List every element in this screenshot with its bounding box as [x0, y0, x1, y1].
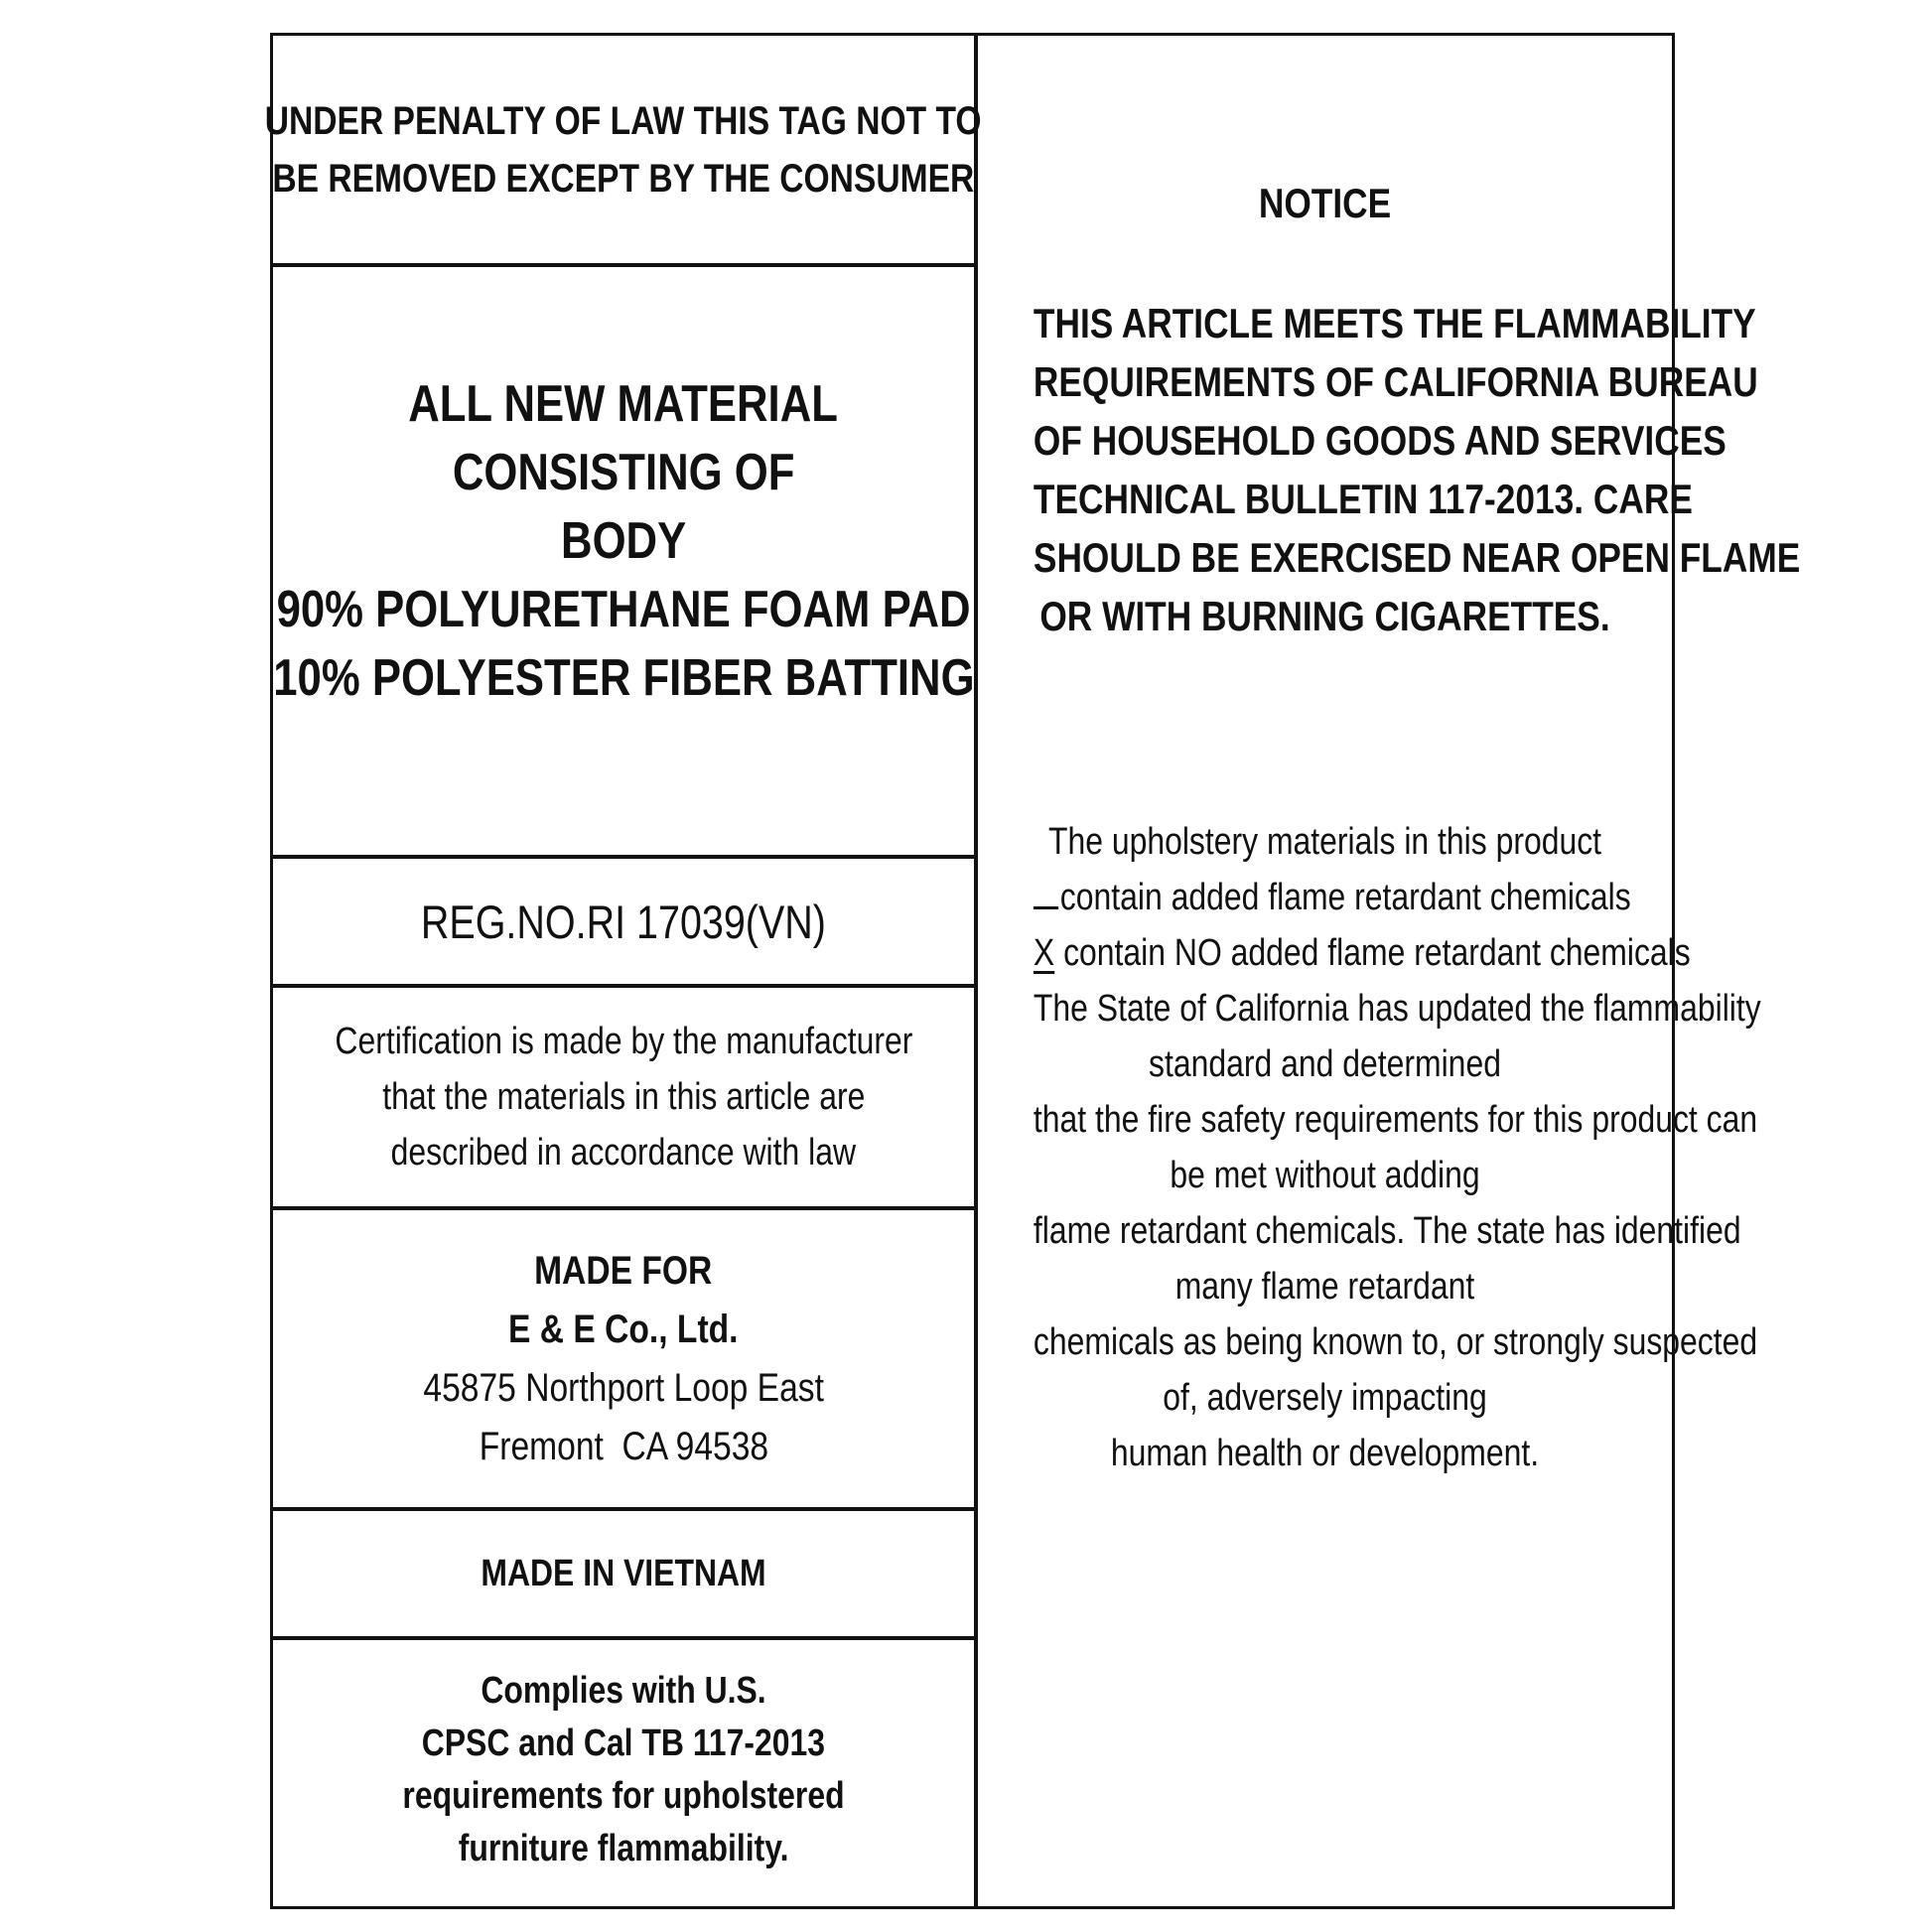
- notice-line-4: TECHNICAL BULLETIN 117-2013. CARE: [1033, 476, 1693, 522]
- material-line-5: 10% POLYESTER FIBER BATTING: [272, 648, 975, 707]
- address-line-2: Fremont CA 94538: [479, 1424, 768, 1468]
- certification-section: [273, 988, 974, 1210]
- penalty-section: [265, 36, 982, 267]
- state-line-6: many flame retardant: [1174, 1266, 1475, 1308]
- state-line-4: be met without adding: [1170, 1155, 1480, 1196]
- law-tag: [265, 33, 1801, 1909]
- country-of-origin: MADE IN VIETNAM: [481, 1552, 766, 1594]
- notice-body: [978, 294, 1801, 645]
- notice-title-text: NOTICE: [1258, 180, 1392, 226]
- penalty-line-2: BE REMOVED EXCEPT BY THE CONSUMER: [272, 156, 975, 201]
- material-line-3: BODY: [560, 511, 687, 570]
- notice-line-2: REQUIREMENTS OF CALIFORNIA BUREAU: [1033, 358, 1758, 405]
- state-line-7: chemicals as being known to, or strongly suspected: [1033, 1321, 1758, 1363]
- made-for-section: [273, 1210, 974, 1511]
- registration-number: REG.NO.RI 17039(VN): [420, 895, 827, 948]
- certification-line-3: described in accordance with law: [390, 1132, 857, 1173]
- option-contain-row: [1034, 870, 1631, 925]
- option-no-row: [1033, 925, 1691, 981]
- compliance-line-3: requirements for upholstered: [402, 1774, 845, 1817]
- certification-line-2: that the materials in this article are: [381, 1076, 866, 1118]
- option-contain-label: contain added flame retardant chemicals: [1059, 877, 1631, 918]
- state-line-8: of, adversely impacting: [1163, 1377, 1487, 1419]
- notice-line-5: SHOULD BE EXERCISED NEAR OPEN FLAME: [1033, 534, 1801, 581]
- address-line-1: 45875 Northport Loop East: [423, 1365, 824, 1410]
- state-line-2: standard and determined: [1149, 1043, 1501, 1085]
- state-line-9: human health or development.: [1110, 1433, 1540, 1474]
- notice-line-1: THIS ARTICLE MEETS THE FLAMMABILITY: [1033, 300, 1756, 346]
- upholstery-disclosure: [978, 814, 1761, 1481]
- notice-title: [978, 180, 1672, 227]
- made-for-heading: MADE FOR: [534, 1248, 713, 1293]
- material-line-1: ALL NEW MATERIAL: [408, 374, 839, 433]
- right-column: [978, 36, 1801, 1906]
- compliance-section: [273, 1640, 974, 1909]
- origin-section: [273, 1511, 974, 1640]
- notice-line-6: OR WITH BURNING CIGARETTES.: [1039, 593, 1610, 639]
- option-no-label: contain NO added flame retardant chemicals: [1063, 932, 1691, 974]
- state-line-3: that the fire safety requirements for this product can: [1033, 1099, 1758, 1141]
- state-line-1: The State of California has updated the flammability: [1033, 988, 1761, 1030]
- material-line-2: CONSISTING OF: [452, 443, 795, 501]
- left-column: [265, 36, 982, 1906]
- compliance-line-2: CPSC and Cal TB 117-2013: [421, 1722, 826, 1764]
- state-line-5: flame retardant chemicals. The state has identified: [1033, 1210, 1741, 1252]
- compliance-line-4: furniture flammability.: [458, 1827, 789, 1869]
- material-line-4: 90% POLYURETHANE FOAM PAD: [276, 580, 971, 638]
- penalty-line-1: UNDER PENALTY OF LAW THIS TAG NOT TO: [265, 98, 982, 143]
- compliance-line-1: Complies with U.S.: [481, 1669, 766, 1712]
- notice-line-3: OF HOUSEHOLD GOODS AND SERVICES: [1033, 417, 1726, 464]
- unchecked-blank: [1034, 873, 1058, 909]
- checked-mark: X: [1033, 932, 1055, 974]
- company-name: E & E Co., Ltd.: [508, 1307, 739, 1351]
- upholstery-intro: The upholstery materials in this product: [1047, 821, 1602, 863]
- material-section: [273, 267, 974, 859]
- registration-section: [273, 859, 974, 988]
- certification-line-1: Certification is made by the manufacturer: [335, 1021, 912, 1062]
